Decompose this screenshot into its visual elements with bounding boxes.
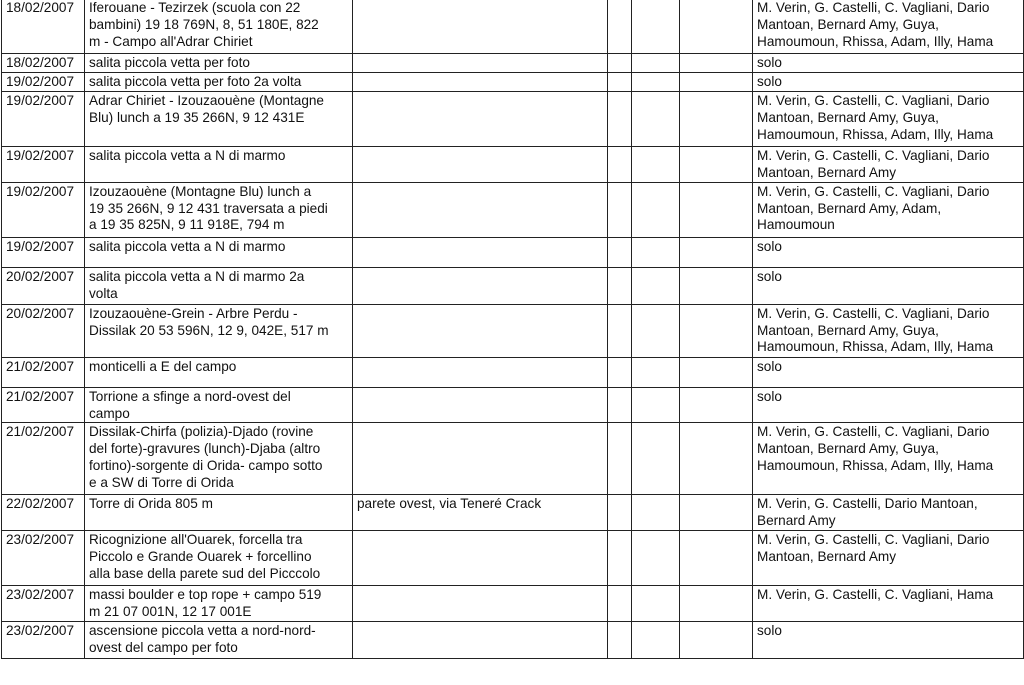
table-row xyxy=(2,586,1024,622)
route-cell: monticelli a E del campo xyxy=(85,357,353,387)
date-cell: 21/02/2007 xyxy=(2,357,85,387)
table-row xyxy=(2,387,1024,423)
table-row xyxy=(2,495,1024,531)
date-cell: 20/02/2007 xyxy=(2,304,85,357)
participants-cell: M. Verin, G. Castelli, C. Vagliani, Dario Mantoan, Bernard Amy, Adam, Hamoumoun xyxy=(753,182,1024,237)
empty-cell xyxy=(680,423,753,495)
empty-cell xyxy=(608,622,632,659)
empty-cell xyxy=(680,586,753,622)
participants-cell: M. Verin, G. Castelli, C. Vagliani, Dario Mantoan, Bernard Amy, Guya, Hamoumoun, Rhissa, Adam, Illy, Hama xyxy=(753,304,1024,357)
empty-cell xyxy=(632,495,680,531)
empty-cell xyxy=(608,146,632,182)
empty-cell xyxy=(680,182,753,237)
notes-cell xyxy=(353,387,608,423)
participants-cell: solo xyxy=(753,357,1024,387)
route-cell: Iferouane - Tezirzek (scuola con 22 bambini) 19 18 769N, 8, 51 180E, 822 m - Campo all'Adrar Chiriet xyxy=(85,0,353,54)
empty-cell xyxy=(680,91,753,146)
participants-cell: M. Verin, G. Castelli, C. Vagliani, Dario Mantoan, Bernard Amy xyxy=(753,146,1024,182)
participants-cell: solo xyxy=(753,72,1024,91)
empty-cell xyxy=(632,586,680,622)
empty-cell xyxy=(632,146,680,182)
participants-cell: M. Verin, G. Castelli, C. Vagliani, Dario Mantoan, Bernard Amy, Guya, Hamoumoun, Rhissa, Adam, Illy, Hama xyxy=(753,423,1024,495)
empty-cell xyxy=(632,91,680,146)
date-cell: 22/02/2007 xyxy=(2,495,85,531)
participants-cell: M. Verin, G. Castelli, C. Vagliani, Dario Mantoan, Bernard Amy, Guya, Hamoumoun, Rhissa, Adam, Illy, Hama xyxy=(753,91,1024,146)
notes-cell xyxy=(353,91,608,146)
participants-cell: solo xyxy=(753,237,1024,267)
empty-cell xyxy=(608,586,632,622)
route-cell: Izouzaouène-Grein - Arbre Perdu - Dissilak 20 53 596N, 12 9, 042E, 517 m xyxy=(85,304,353,357)
notes-cell xyxy=(353,586,608,622)
empty-cell xyxy=(680,495,753,531)
route-cell: ascensione piccola vetta a nord-nord- ovest del campo per foto xyxy=(85,622,353,659)
notes-cell xyxy=(353,531,608,586)
empty-cell xyxy=(680,622,753,659)
empty-cell xyxy=(632,304,680,357)
empty-cell xyxy=(632,387,680,423)
empty-cell xyxy=(632,72,680,91)
table-row xyxy=(2,622,1024,659)
route-cell: Adrar Chiriet - Izouzaouène (Montagne Blu) lunch a 19 35 266N, 9 12 431E xyxy=(85,91,353,146)
date-cell: 20/02/2007 xyxy=(2,267,85,304)
notes-cell xyxy=(353,357,608,387)
empty-cell xyxy=(632,423,680,495)
table-row xyxy=(2,267,1024,304)
notes-cell xyxy=(353,423,608,495)
notes-cell xyxy=(353,182,608,237)
route-cell: massi boulder e top rope + campo 519 m 21 07 001N, 12 17 001E xyxy=(85,586,353,622)
notes-cell xyxy=(353,622,608,659)
empty-cell xyxy=(608,91,632,146)
expedition-log-body xyxy=(2,0,1024,659)
participants-cell: M. Verin, G. Castelli, C. Vagliani, Dario Mantoan, Bernard Amy xyxy=(753,531,1024,586)
date-cell: 23/02/2007 xyxy=(2,531,85,586)
empty-cell xyxy=(608,531,632,586)
date-cell: 21/02/2007 xyxy=(2,423,85,495)
empty-cell xyxy=(632,531,680,586)
empty-cell xyxy=(632,182,680,237)
empty-cell xyxy=(680,146,753,182)
empty-cell xyxy=(608,304,632,357)
empty-cell xyxy=(608,495,632,531)
date-cell: 19/02/2007 xyxy=(2,91,85,146)
date-cell: 23/02/2007 xyxy=(2,622,85,659)
empty-cell xyxy=(680,237,753,267)
date-cell: 19/02/2007 xyxy=(2,182,85,237)
participants-cell: solo xyxy=(753,267,1024,304)
empty-cell xyxy=(680,387,753,423)
route-cell: Dissilak-Chirfa (polizia)-Djado (rovine del forte)-gravures (lunch)-Djaba (altro fortino)-sorgente di Orida- campo sotto e a SW di Torre di Orida xyxy=(85,423,353,495)
date-cell: 19/02/2007 xyxy=(2,237,85,267)
date-cell: 21/02/2007 xyxy=(2,387,85,423)
empty-cell xyxy=(608,182,632,237)
empty-cell xyxy=(608,267,632,304)
empty-cell xyxy=(632,622,680,659)
table-row xyxy=(2,531,1024,586)
table-row xyxy=(2,357,1024,387)
empty-cell xyxy=(608,0,632,54)
route-cell: salita piccola vetta a N di marmo xyxy=(85,237,353,267)
empty-cell xyxy=(632,0,680,54)
empty-cell xyxy=(680,304,753,357)
table-row xyxy=(2,237,1024,267)
table-row xyxy=(2,0,1024,54)
date-cell: 18/02/2007 xyxy=(2,54,85,73)
participants-cell: solo xyxy=(753,54,1024,73)
route-cell: salita piccola vetta per foto xyxy=(85,54,353,73)
route-cell: Ricognizione all'Ouarek, forcella tra Piccolo e Grande Ouarek + forcellino alla base della parete sud del Picccolo xyxy=(85,531,353,586)
table-row xyxy=(2,54,1024,73)
empty-cell xyxy=(680,0,753,54)
empty-cell xyxy=(680,54,753,73)
empty-cell xyxy=(608,54,632,73)
route-cell: salita piccola vetta a N di marmo xyxy=(85,146,353,182)
notes-cell xyxy=(353,146,608,182)
notes-cell xyxy=(353,0,608,54)
empty-cell xyxy=(680,267,753,304)
participants-cell: M. Verin, G. Castelli, C. Vagliani, Dario Mantoan, Bernard Amy, Guya, Hamoumoun, Rhissa, Adam, Illy, Hama xyxy=(753,0,1024,54)
notes-cell: parete ovest, via Teneré Crack xyxy=(353,495,608,531)
empty-cell xyxy=(608,72,632,91)
date-cell: 23/02/2007 xyxy=(2,586,85,622)
participants-cell: M. Verin, G. Castelli, Dario Mantoan, Bernard Amy xyxy=(753,495,1024,531)
date-cell: 19/02/2007 xyxy=(2,72,85,91)
participants-cell: M. Verin, G. Castelli, C. Vagliani, Hama xyxy=(753,586,1024,622)
empty-cell xyxy=(680,531,753,586)
route-cell: Torrione a sfinge a nord-ovest del campo xyxy=(85,387,353,423)
empty-cell xyxy=(680,72,753,91)
empty-cell xyxy=(632,267,680,304)
table-row xyxy=(2,423,1024,495)
empty-cell xyxy=(632,237,680,267)
participants-cell: solo xyxy=(753,622,1024,659)
table-row xyxy=(2,182,1024,237)
notes-cell xyxy=(353,304,608,357)
date-cell: 18/02/2007 xyxy=(2,0,85,54)
empty-cell xyxy=(680,357,753,387)
route-cell: Torre di Orida 805 m xyxy=(85,495,353,531)
notes-cell xyxy=(353,267,608,304)
notes-cell xyxy=(353,72,608,91)
table-row xyxy=(2,146,1024,182)
route-cell: Izouzaouène (Montagne Blu) lunch a 19 35 266N, 9 12 431 traversata a piedi a 19 35 825N, 9 11 918E, 794 m xyxy=(85,182,353,237)
empty-cell xyxy=(608,423,632,495)
notes-cell xyxy=(353,237,608,267)
empty-cell xyxy=(632,54,680,73)
route-cell: salita piccola vetta per foto 2a volta xyxy=(85,72,353,91)
date-cell: 19/02/2007 xyxy=(2,146,85,182)
notes-cell xyxy=(353,54,608,73)
table-row xyxy=(2,304,1024,357)
table-row xyxy=(2,72,1024,91)
route-cell: salita piccola vetta a N di marmo 2a volta xyxy=(85,267,353,304)
empty-cell xyxy=(632,357,680,387)
empty-cell xyxy=(608,387,632,423)
empty-cell xyxy=(608,237,632,267)
empty-cell xyxy=(608,357,632,387)
table-row xyxy=(2,91,1024,146)
participants-cell: solo xyxy=(753,387,1024,423)
expedition-log-table xyxy=(1,0,1024,659)
